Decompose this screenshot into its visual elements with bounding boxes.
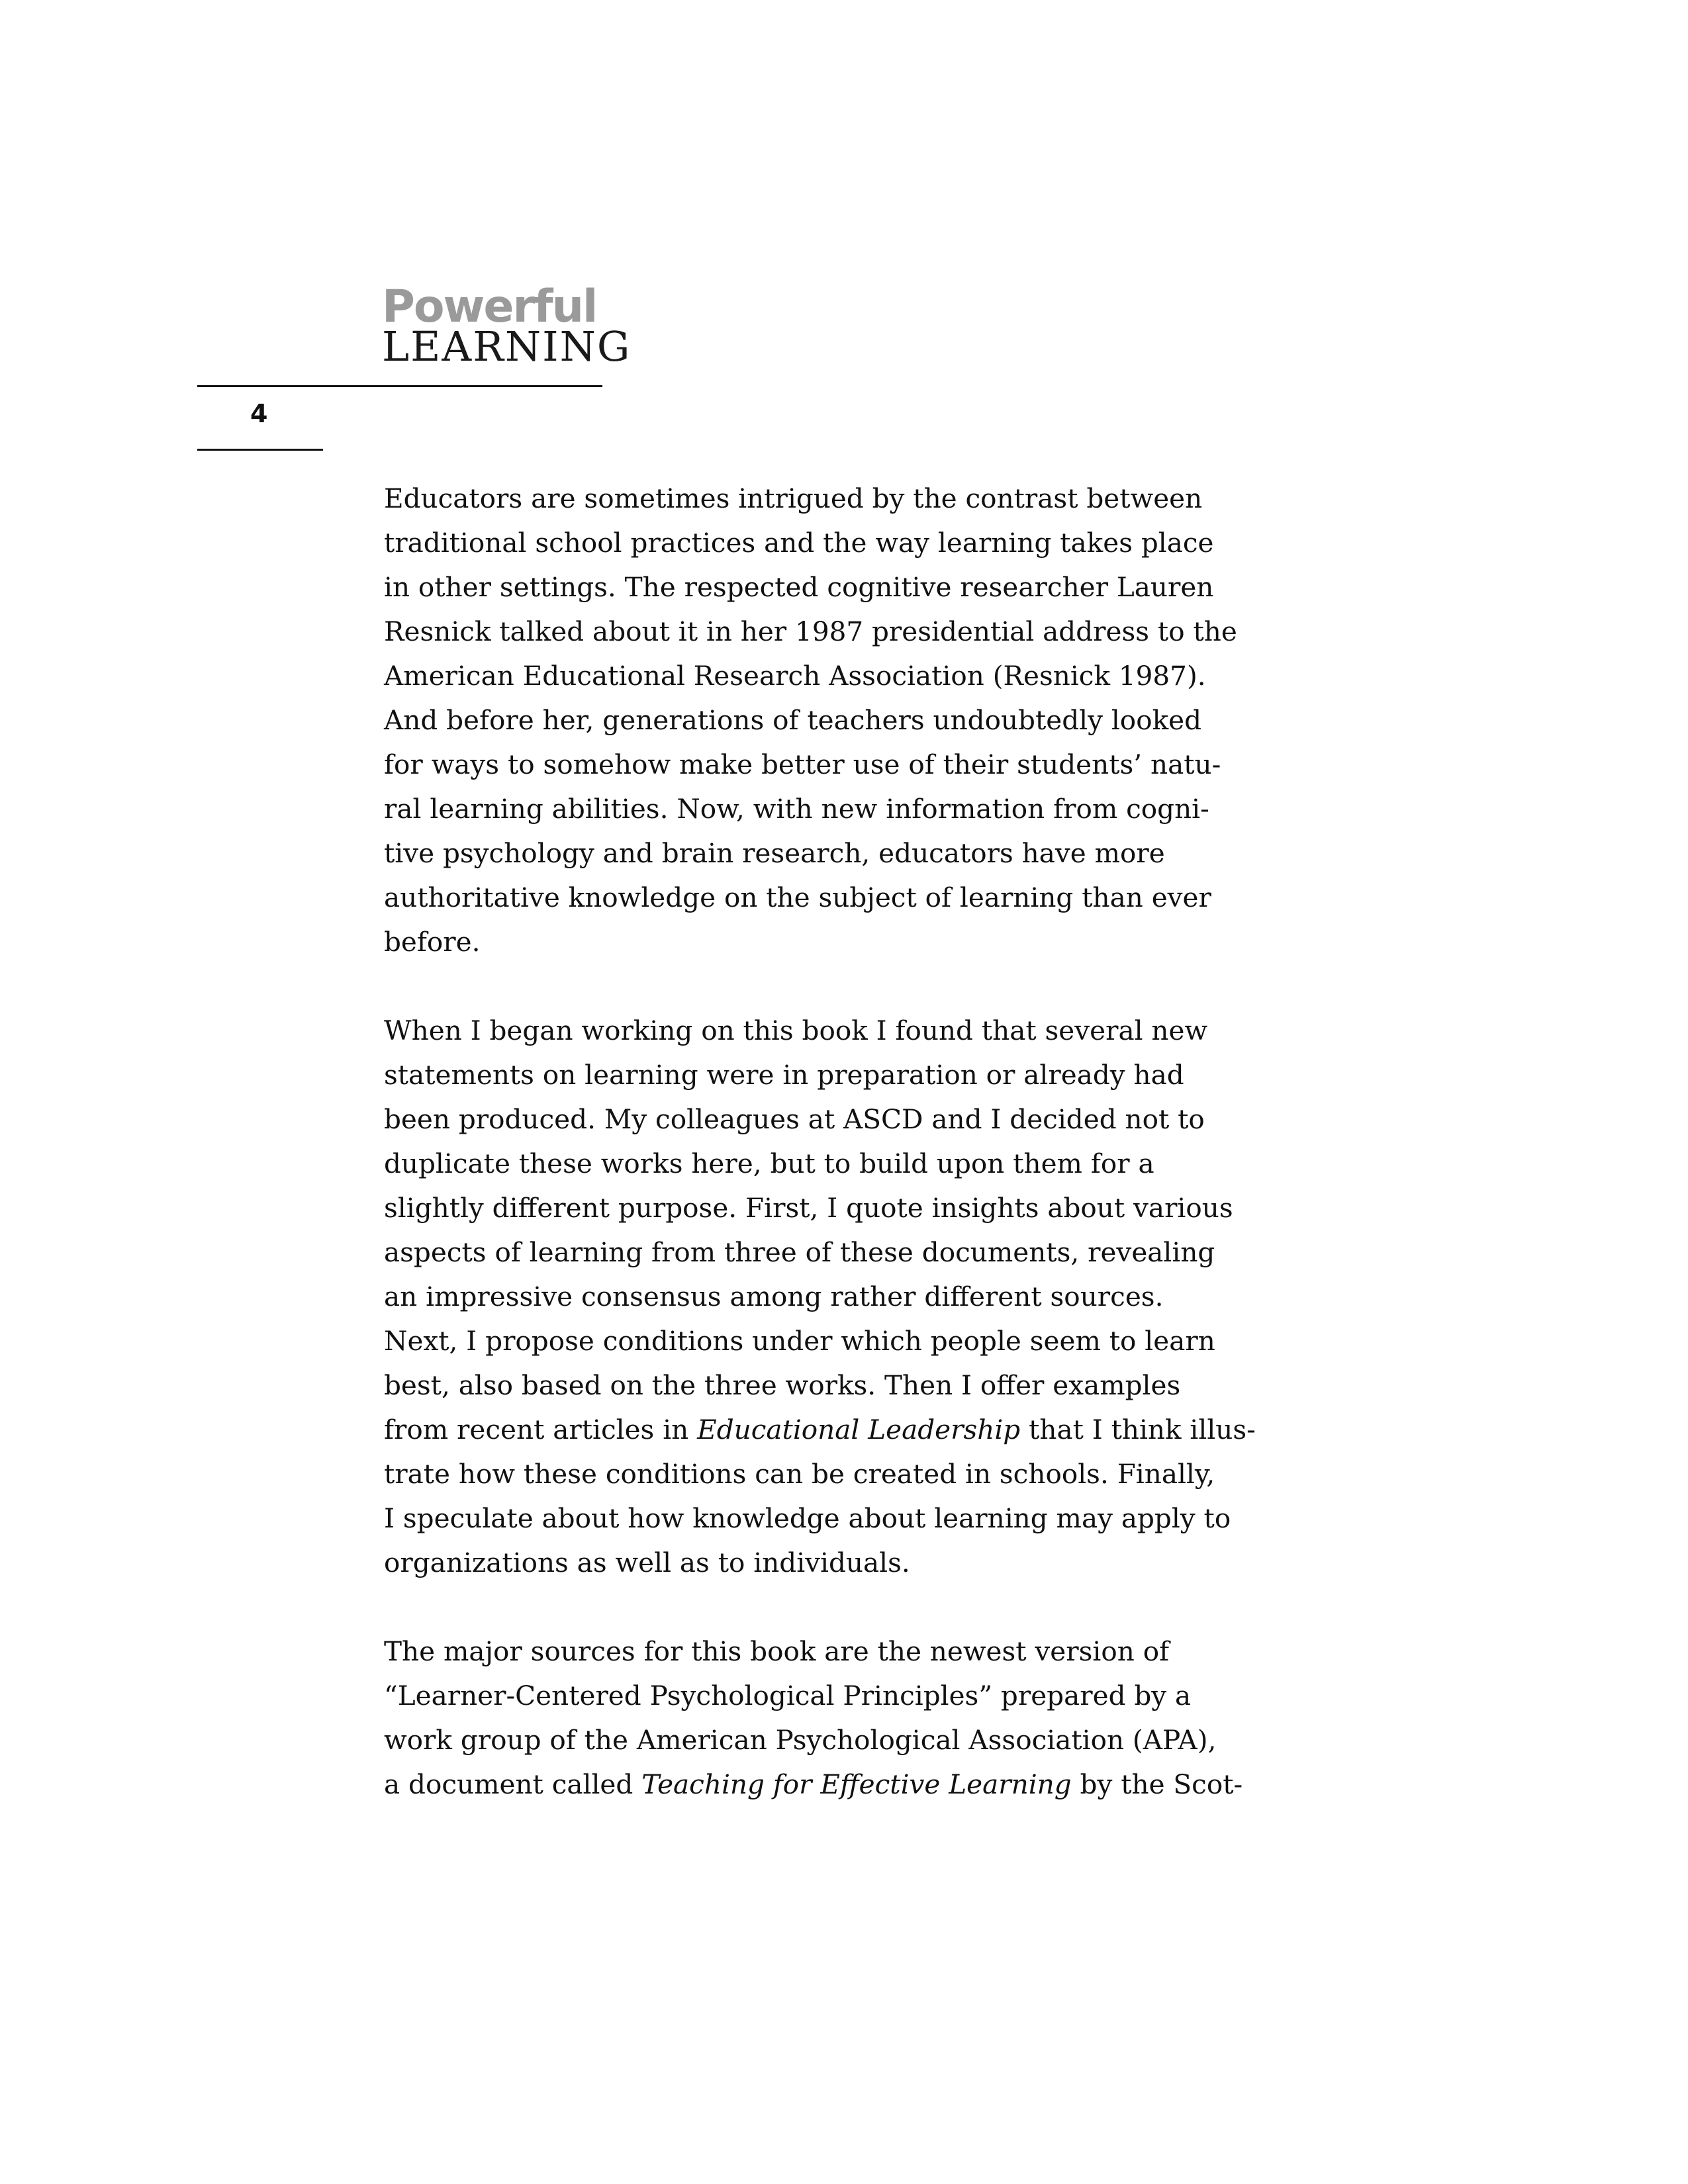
text-line: Educators are sometimes intrigued by the contrast between (384, 482, 1203, 514)
text-line: Resnick talked about it in her 1987 presidential address to the (384, 615, 1237, 647)
text-run: from recent articles in (384, 1414, 698, 1445)
text-line: Next, I propose conditions under which people seem to learn (384, 1325, 1215, 1357)
text-line: duplicate these works here, but to build upon them for a (384, 1148, 1154, 1179)
italic-title-teaching-for-effective-learning: Teaching for Effective Learning (641, 1768, 1072, 1800)
paragraph-2 (384, 1009, 1256, 1585)
running-head-powerful: Powerful (382, 281, 597, 333)
text-line: And before her, generations of teachers undoubtedly looked (384, 704, 1202, 736)
running-head-learning: LEARNING (382, 322, 632, 371)
text-run: by the Scot- (1071, 1768, 1243, 1800)
text-run: that I think illus- (1020, 1414, 1256, 1445)
text-line-with-italic (384, 1762, 1243, 1807)
text-line: an impressive consensus among rather different sources. (384, 1281, 1164, 1312)
text-line: When I began working on this book I found that several new (384, 1015, 1208, 1046)
text-line: traditional school practices and the way learning takes place (384, 527, 1214, 559)
text-line: in other settings. The respected cognitive researcher Lauren (384, 571, 1214, 603)
text-line: American Educational Research Association (Resnick 1987). (384, 660, 1206, 692)
text-line: The major sources for this book are the newest version of (384, 1635, 1170, 1667)
text-line: slightly different purpose. First, I quote insights about various (384, 1192, 1233, 1224)
text-line: work group of the American Psychological Association (APA), (384, 1724, 1217, 1756)
text-line: for ways to somehow make better use of their students’ natu- (384, 749, 1221, 780)
text-line: aspects of learning from three of these documents, revealing (384, 1236, 1215, 1268)
text-line: tive psychology and brain research, educators have more (384, 837, 1165, 869)
text-line: “Learner-Centered Psychological Principles” prepared by a (384, 1680, 1192, 1711)
text-line: statements on learning were in preparation or already had (384, 1059, 1184, 1091)
page-number: 4 (250, 399, 268, 428)
text-line: trate how these conditions can be created in schools. Finally, (384, 1458, 1215, 1490)
text-line: authoritative knowledge on the subject of learning than ever (384, 882, 1211, 913)
paragraph-1 (384, 477, 1237, 964)
text-line: before. (384, 926, 481, 958)
paragraph-3 (384, 1629, 1243, 1807)
header-rule (197, 385, 602, 387)
text-line: been produced. My colleagues at ASCD and I decided not to (384, 1103, 1205, 1135)
italic-title-educational-leadership: Educational Leadership (697, 1414, 1021, 1445)
text-line: I speculate about how knowledge about learning may apply to (384, 1502, 1231, 1534)
page-number-rule (197, 449, 323, 451)
text-line: ral learning abilities. Now, with new information from cogni- (384, 793, 1209, 825)
text-run: a document called (384, 1768, 642, 1800)
running-head (382, 281, 632, 371)
body-text (384, 477, 1256, 1851)
text-line: organizations as well as to individuals. (384, 1547, 910, 1578)
text-line-with-italic (384, 1408, 1256, 1452)
text-line: best, also based on the three works. Then I offer examples (384, 1369, 1181, 1401)
